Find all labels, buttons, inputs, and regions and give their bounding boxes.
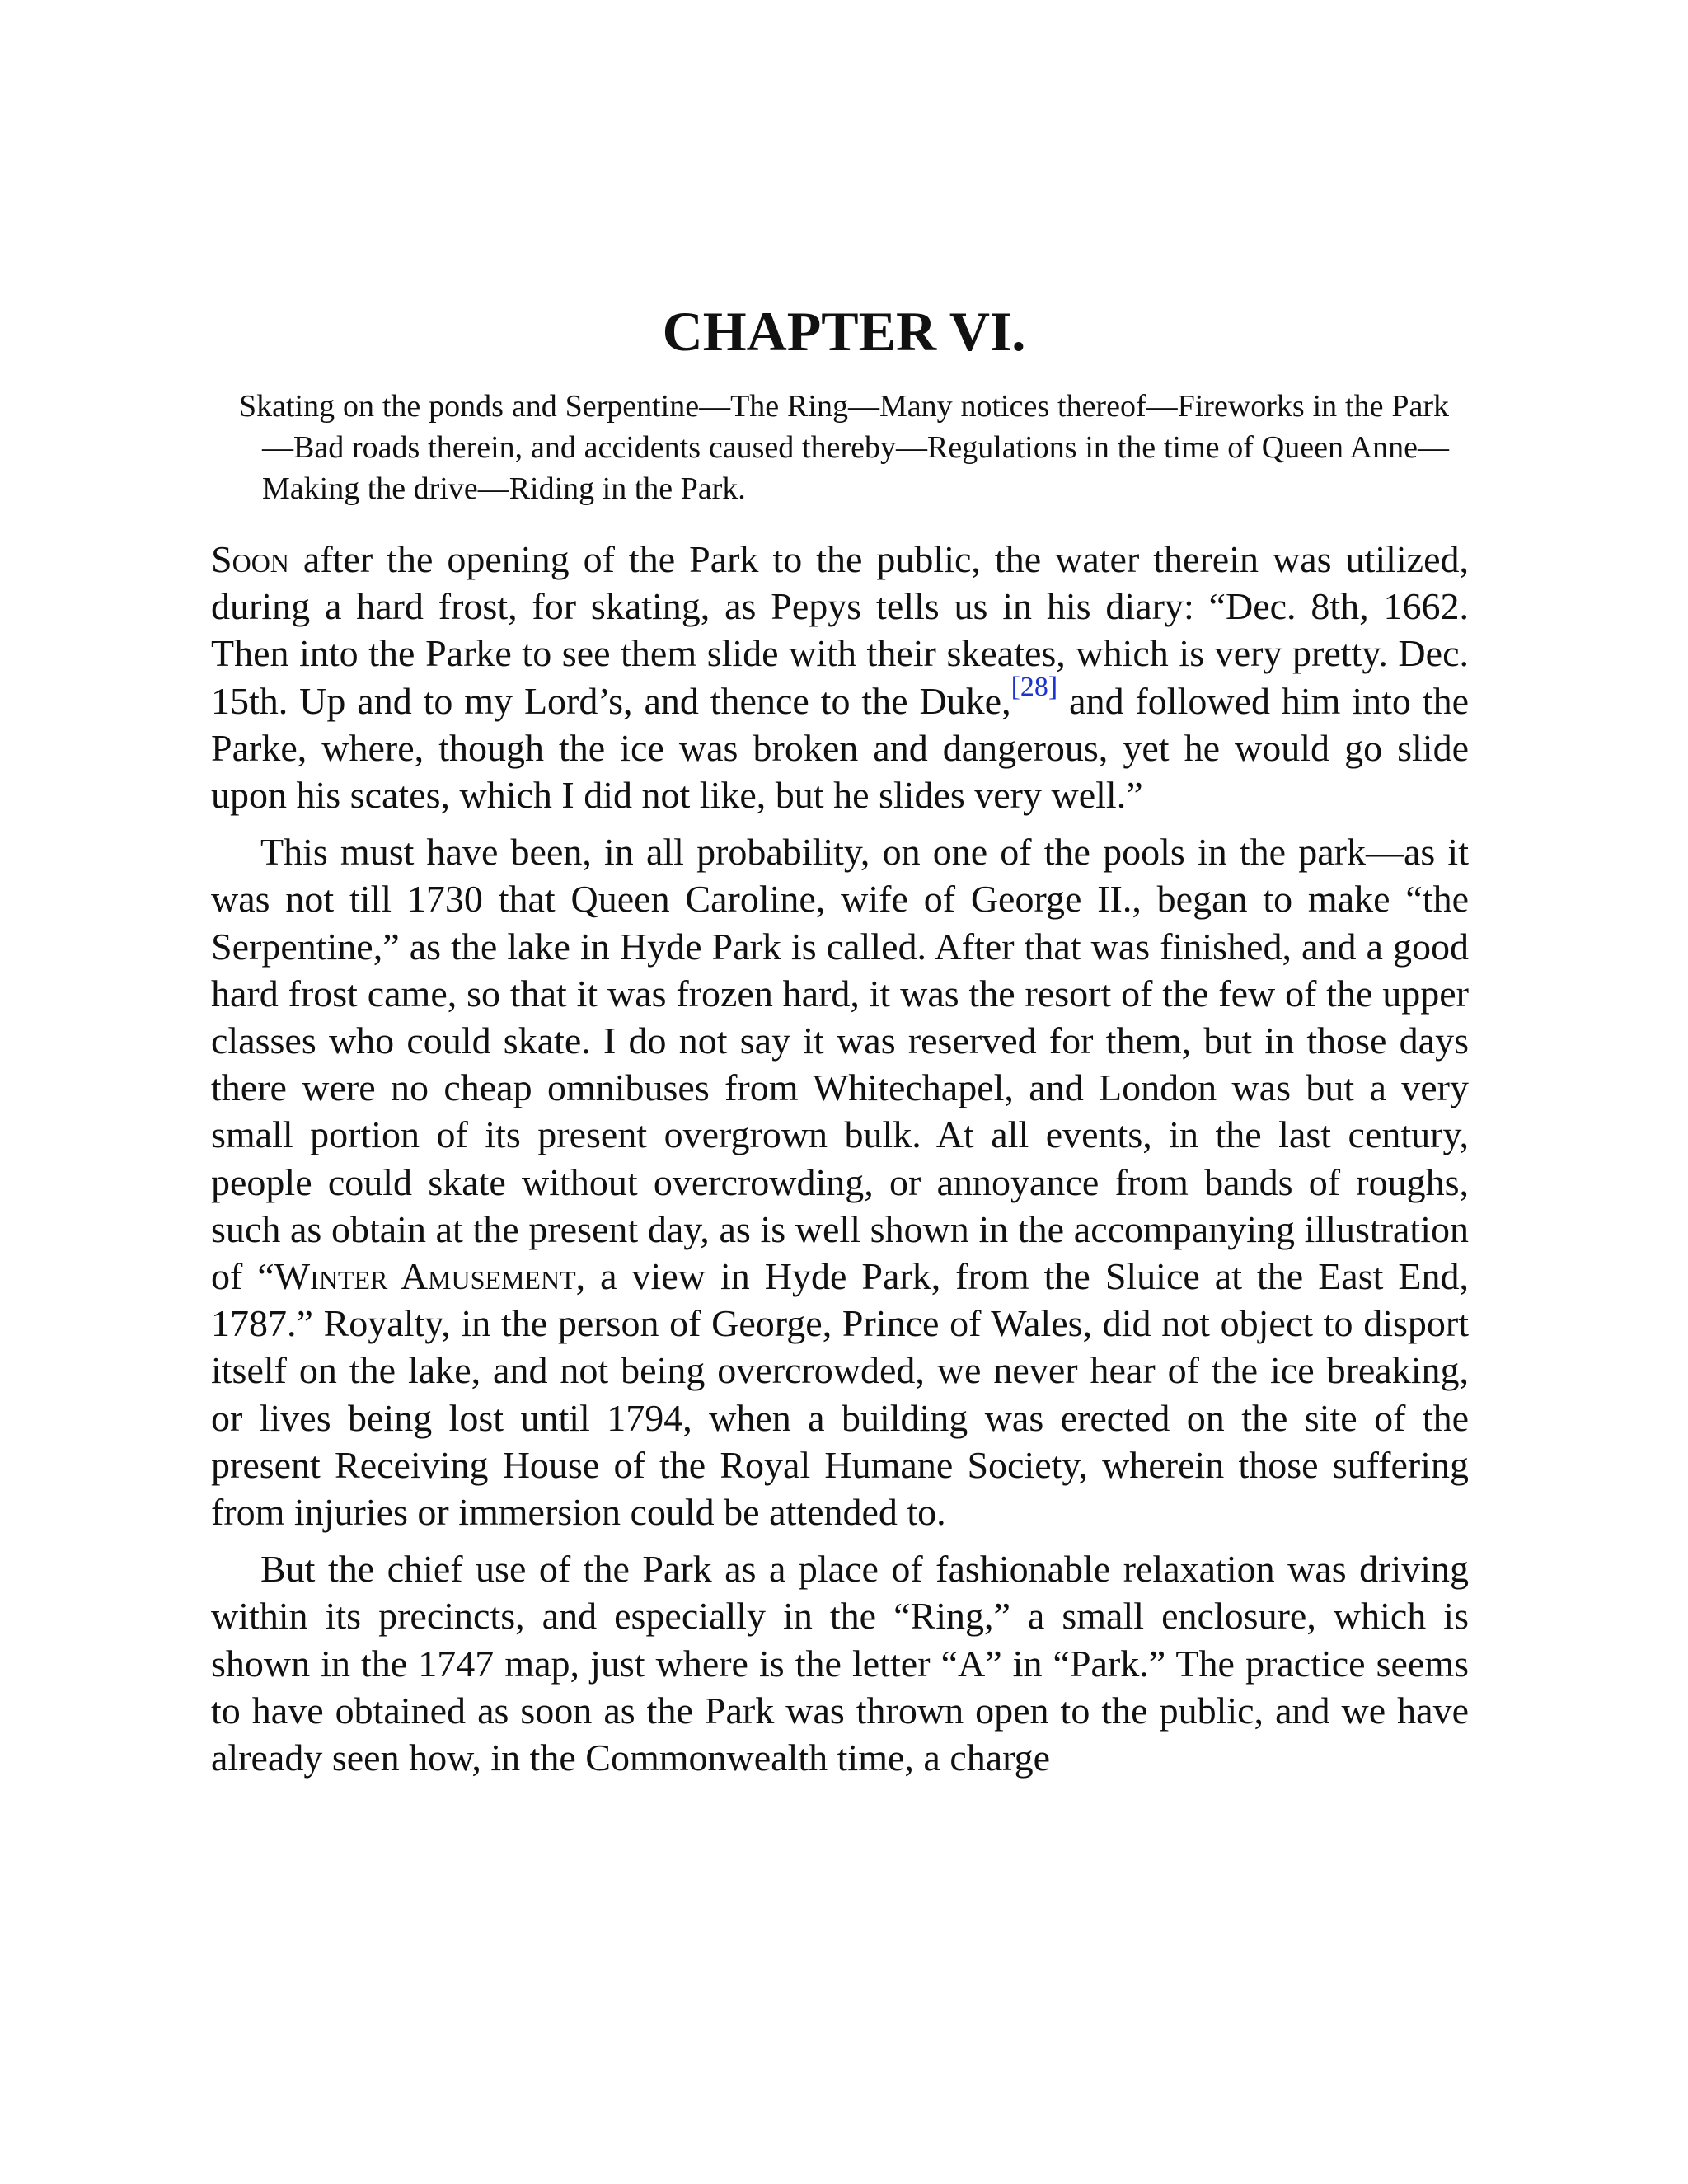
paragraph-text: and followed him into the Parke, where, though the ice was broken and dangerous, yet he would go slide upon his scates, which I did not like, but he slides very well.”: [211, 679, 1469, 817]
footnote-link[interactable]: [28]: [1010, 671, 1058, 702]
paragraph-lead-word: Soon: [211, 538, 289, 580]
paragraph-2: [211, 828, 1469, 1535]
chapter-summary: Skating on the ponds and Serpentine—The Ring—Many notices thereof—Fireworks in the Park—Bad roads therein, and accidents caused thereby—Regulations in the time of Queen Anne—Making the drive—Riding in the Park.: [239, 389, 1449, 506]
paragraph-text: But the chief use of the Park as a place of fashionable relaxation was driving within its precincts, and especially in the “Ring,” a small enclosure, which is shown in the 1747 map, just where is the letter “A” in “Park.” The practice seems to have obtained as soon as the Park was thrown open to the public, and we have already seen how, in the Commonwealth time, a charge: [211, 1548, 1469, 1779]
paragraph-1: [211, 536, 1469, 818]
paragraph-text: This must have been, in all probability, on one of the pools in the park—as it was not till 1730 that Queen Caroline, wife of George II., began to make “the Serpentine,” as the lake in Hyde Park is called. After that was finished, and a good hard frost came, so that it was frozen hard, it was the resort of the few of the upper classes who could skate. I do not say it was reserved for them, but in those days there were no cheap omnibuses from Whitechapel, and London was but a very small portion of its present overgrown bulk. At all events, in the last century, people could skate without overcrowding, or annoyance from bands of roughs, such as obtain at the present day, as is well shown in the accompanying illustration of “: [211, 831, 1469, 1298]
chapter-title: CHAPTER VI.: [662, 300, 1026, 363]
body-text: [211, 536, 1469, 1791]
paragraph-text: after the opening of the Park to the public, the water therein was utilized, during a hard frost, for skating, as Pepys tells us in his diary: “Dec. 8th, 1662. Then into the Parke to see them slide with their skeates, which is very pretty. Dec. 15th. Up and to my Lord’s, and thence to the Duke,: [211, 538, 1469, 722]
paragraph-text: , a view in Hyde Park, from the Sluice at the East End, 1787.” Royalty, in the person of George, Prince of Wales, did not object to disport itself on the lake, and not being overcrowded, we never hear of the ice breaking, or lives being lost until 1794, when a building was erected on the site of the present Receiving House of the Royal Humane Society, wherein those suffering from injuries or immersion could be attended to.: [211, 1255, 1469, 1534]
illustration-title: Winter Amusement: [274, 1255, 576, 1298]
paragraph-3: [211, 1545, 1469, 1781]
